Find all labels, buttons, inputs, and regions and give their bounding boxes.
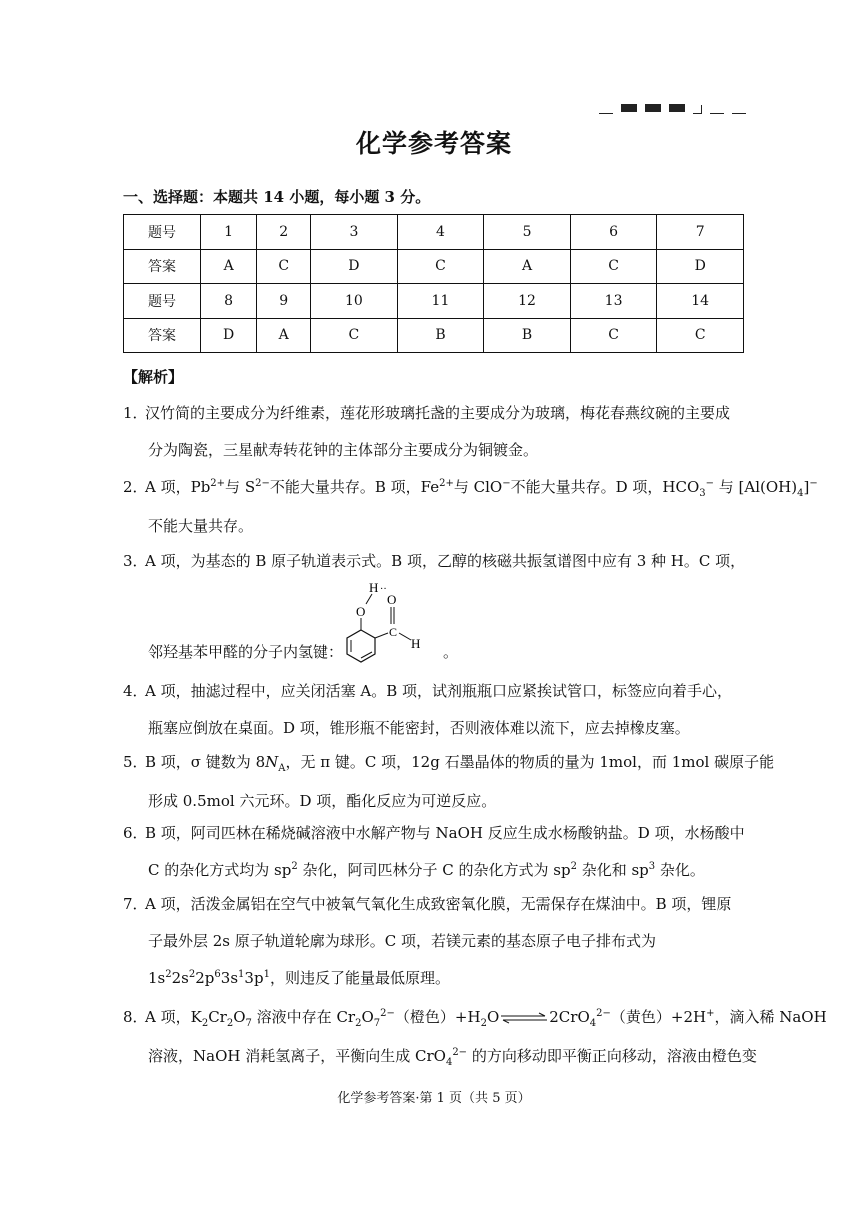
svg-text:C: C <box>389 625 398 639</box>
row-header: 题号 <box>124 284 201 319</box>
item-text: A 项，活泼金属铝在空气中被氧气氧化生成致密氧化膜，无需保存在煤油中。B 项，锂原 <box>145 895 732 913</box>
svg-text:H: H <box>411 636 421 651</box>
item-text: 不能大量共存。 <box>148 517 254 535</box>
answer-cell: C <box>257 249 311 284</box>
section-heading: 一、选择题：本题共 14 小题，每小题 3 分。 <box>123 188 431 206</box>
analysis-item-3 <box>123 550 748 571</box>
page-footer: 化学参考答案·第 1 页（共 5 页） <box>337 1091 531 1106</box>
question-number-cell: 2 <box>257 215 311 250</box>
analysis-label: 【解析】 <box>123 368 184 386</box>
item-text: 形成 0.5mol 六元环。D 项，酯化反应为可逆反应。 <box>148 792 497 810</box>
item-text: A 项，$K_2Cr_2O_7$ 溶液中存在 $Cr_2O_7^{2-}$（橙色）$+H_2O$ 2CrO$_4^{2-}$（黄色）+2H+，滴入稀 NaOH <box>145 1008 827 1029</box>
answer-cell: B <box>397 318 484 353</box>
analysis-item-5 <box>123 751 775 811</box>
answer-cell: B <box>484 318 571 353</box>
item-text: $1s^22s^22p^63s^13p^1$，则违反了能量最低原理。 <box>148 969 450 987</box>
question-number-cell: 13 <box>570 284 657 319</box>
answer-cell: C <box>657 318 744 353</box>
row-header: 答案 <box>124 249 201 284</box>
answer-table-row <box>124 249 744 284</box>
item-text: A 项，为基态的 B 原子轨道表示式。B 项，乙醇的核磁共振氢谱图中应有 3 种 H。C 项， <box>145 552 746 570</box>
item-text: 子最外层 2s 原子轨道轮廓为球形。C 项，若镁元素的基态原子电子排布式为 <box>148 932 657 950</box>
question-number-cell: 5 <box>484 215 571 250</box>
page-title: 化学参考答案 <box>355 129 512 158</box>
item-number: 8． <box>123 1008 148 1026</box>
answer-cell: C <box>311 318 398 353</box>
item-text: 溶液，NaOH 消耗氢离子，平衡向生成 CrO$_4^{2-}$ 的方向移动即平衡正向移动，溶液由橙色变 <box>148 1047 757 1068</box>
answer-table-row <box>124 318 744 353</box>
row-header: 答案 <box>124 318 201 353</box>
answer-cell: C <box>570 249 657 284</box>
answer-cell: C <box>570 318 657 353</box>
item-number: 7． <box>123 895 148 913</box>
answer-table-row <box>124 215 744 250</box>
question-number-cell: 6 <box>570 215 657 250</box>
salicylaldehyde-structure-diagram <box>343 576 443 666</box>
answer-table <box>123 214 744 353</box>
item-number: 6． <box>123 824 148 842</box>
item-number: 5． <box>123 753 148 771</box>
answer-cell: A <box>201 249 257 284</box>
question-number-cell: 7 <box>657 215 744 250</box>
question-number-cell: 10 <box>311 284 398 319</box>
header-marks <box>591 100 746 114</box>
analysis-item-1 <box>123 402 748 460</box>
item-text: C 的杂化方式均为 $sp^2$ 杂化，阿司匹林分子 C 的杂化方式为 $sp^2$ 杂化和 $sp^3$ 杂化。 <box>148 861 705 879</box>
item-text: 汉竹简的主要成分为纤维素，莲花形玻璃托盏的主要成分为玻璃，梅花春燕纹碗的主要成 <box>145 404 731 422</box>
item-text: 分为陶瓷，三星献寿转花钟的主体部分主要成分为铜镀金。 <box>148 441 539 459</box>
answer-cell: D <box>311 249 398 284</box>
analysis-item-6 <box>123 822 748 880</box>
equilibrium-arrow-icon <box>499 1012 549 1024</box>
question-number-cell: 11 <box>397 284 484 319</box>
answer-cell: A <box>257 318 311 353</box>
item-number: 1． <box>123 404 148 422</box>
item-text: A 项，$Pb^{2+}$与 $S^{2-}$不能大量共存。B 项，$Fe^{2+}$与 ClO−不能大量共存。D 项，$HCO_3^-$ 与 $[Al(OH)_4]^-$ <box>145 478 818 499</box>
item-text: A 项，抽滤过程中，应关闭活塞 A。B 项，试剂瓶瓶口应紧挨试管口，标签应向着手心， <box>145 682 732 700</box>
item-number: 2． <box>123 478 148 496</box>
answer-table-row <box>124 284 744 319</box>
question-number-cell: 14 <box>657 284 744 319</box>
item-text: 邻羟基苯甲醛的分子内氢键： <box>148 643 344 661</box>
answer-cell: A <box>484 249 571 284</box>
question-number-cell: 12 <box>484 284 571 319</box>
item-number: 3． <box>123 552 148 570</box>
item-text: 瓶塞应倒放在桌面。D 项，锥形瓶不能密封，否则液体难以流下，应去掉橡皮塞。 <box>148 719 690 737</box>
answer-cell: D <box>201 318 257 353</box>
answer-cell: D <box>657 249 744 284</box>
question-number-cell: 3 <box>311 215 398 250</box>
svg-text:O: O <box>387 592 397 607</box>
item-text: B 项，阿司匹林在稀烧碱溶液中水解产物与 NaOH 反应生成水杨酸钠盐。D 项，水杨酸中 <box>145 824 745 842</box>
svg-text:O: O <box>356 604 366 619</box>
analysis-item-4 <box>123 680 748 738</box>
answer-cell: C <box>397 249 484 284</box>
analysis-item-8 <box>123 1006 827 1068</box>
question-number-cell: 8 <box>201 284 257 319</box>
analysis-item-2 <box>123 476 818 536</box>
question-number-cell: 9 <box>257 284 311 319</box>
item-text: B 项，σ 键数为 $8N_A$，无 π 键。C 项，12g 石墨晶体的物质的量为 1mol，而 1mol 碳原子能 <box>145 753 775 774</box>
item-number: 4． <box>123 682 148 700</box>
analysis-item-7 <box>123 893 748 988</box>
analysis-item-3-structure: 邻羟基苯甲醛的分子内氢键： H ·· O O C H 。 <box>123 576 748 666</box>
row-header: 题号 <box>124 215 201 250</box>
svg-text:··: ·· <box>380 584 387 595</box>
question-number-cell: 4 <box>397 215 484 250</box>
svg-text:H: H <box>369 580 379 595</box>
question-number-cell: 1 <box>201 215 257 250</box>
